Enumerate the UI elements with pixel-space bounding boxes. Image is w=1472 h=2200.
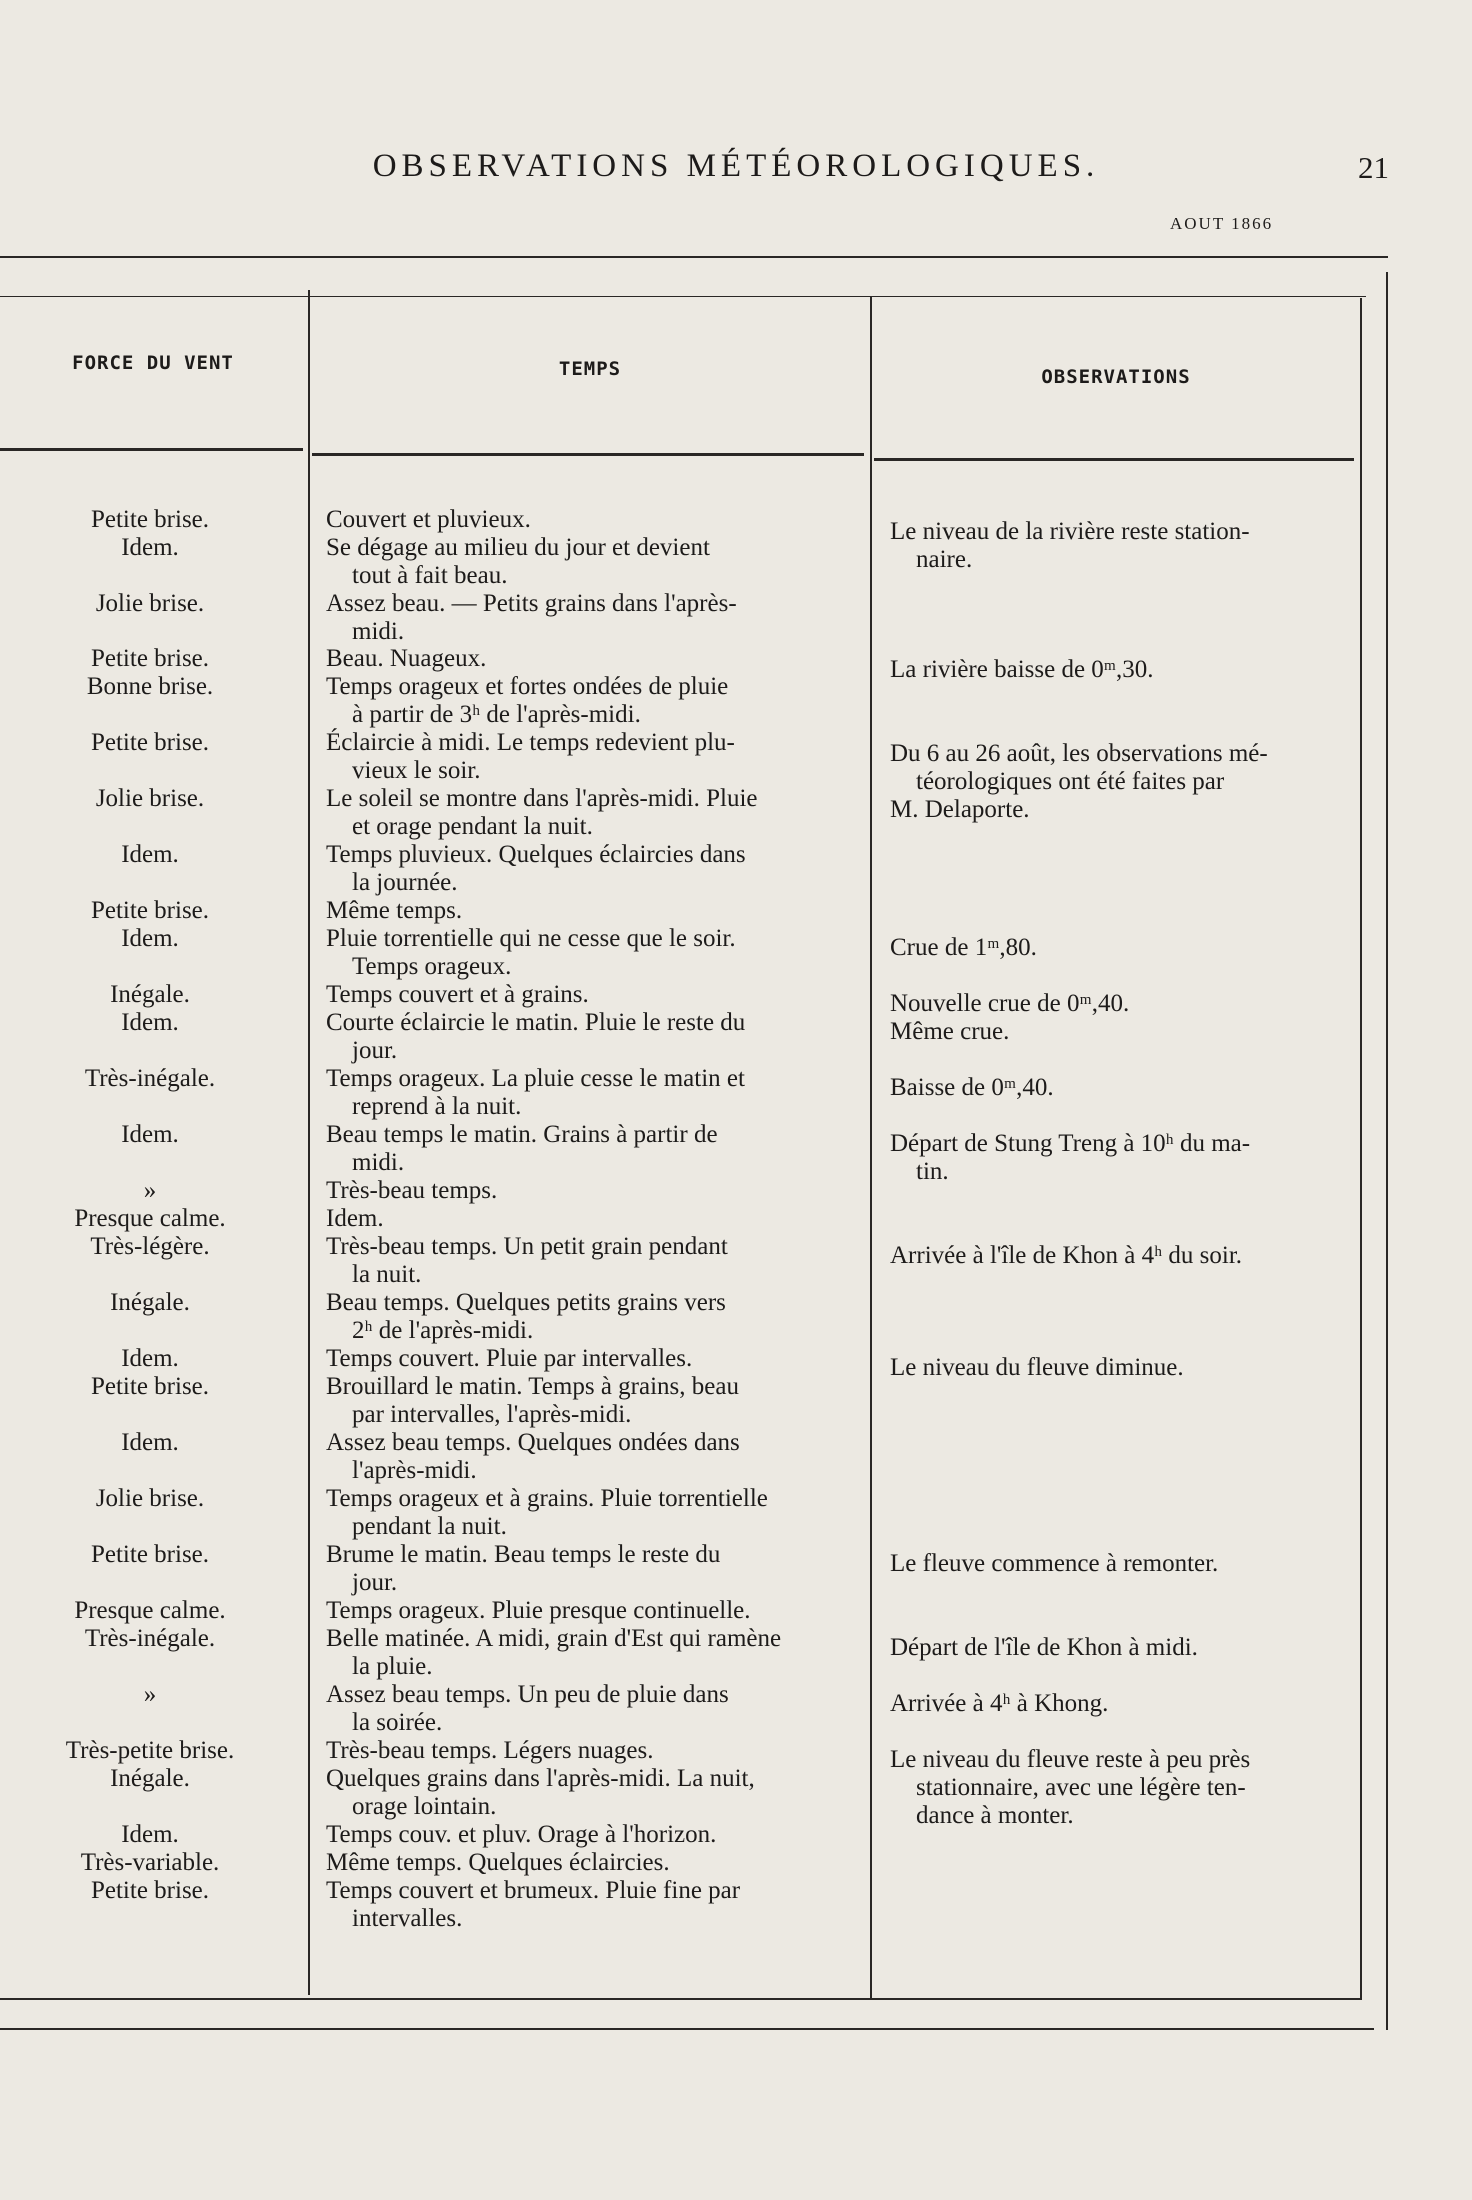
observation-cell: Crue de 1ᵐ,80. (890, 934, 1037, 961)
page-number: 21 (1358, 150, 1389, 185)
right-border-inner (1360, 298, 1362, 2000)
force-cell: Très-variable. (80, 1849, 220, 1876)
bottom-rule-outer (0, 2028, 1374, 2030)
force-cell: Inégale. (110, 1765, 190, 1792)
temps-cell: Beau temps. Quelques petits grains vers 2ʰ de l'après-midi. (326, 1289, 726, 1344)
temps-cell: Le soleil se montre dans l'après-midi. Pluie et orage pendant la nuit. (326, 785, 758, 840)
month-label: AOUT 1866 (1170, 214, 1274, 233)
observation-cell: Le niveau du fleuve reste à peu près stationnaire, avec une légère ten- dance à monter. (890, 1746, 1251, 1829)
temps-cell: Belle matinée. A midi, grain d'Est qui ramène la pluie. (326, 1625, 782, 1680)
header-rule-temps (312, 453, 864, 456)
force-cell: Très-inégale. (84, 1065, 216, 1092)
force-cell: Très-petite brise. (65, 1737, 235, 1764)
force-cell: Idem. (121, 534, 179, 561)
force-cell: Inégale. (110, 1289, 190, 1316)
force-cell: Petite brise. (90, 729, 210, 756)
force-cell: Petite brise. (90, 1541, 210, 1568)
force-cell: Très-légère. (90, 1233, 210, 1260)
observation-cell: Arrivée à l'île de Khon à 4ʰ du soir. (890, 1242, 1243, 1269)
force-cell: Idem. (121, 925, 179, 952)
temps-cell: Même temps. (326, 897, 463, 924)
temps-cell: Temps orageux et fortes ondées de pluie à partir de 3ʰ de l'après-midi. (326, 673, 729, 728)
force-cell: Bonne brise. (86, 673, 214, 700)
temps-cell: Courte éclaircie le matin. Pluie le reste du jour. (326, 1009, 746, 1064)
force-cell: Idem. (121, 841, 179, 868)
force-cell: Jolie brise. (95, 1485, 205, 1512)
temps-cell: Assez beau temps. Un peu de pluie dans la soirée. (326, 1681, 729, 1736)
force-cell: Jolie brise. (95, 590, 205, 617)
temps-cell: Assez beau. — Petits grains dans l'après- midi. (326, 590, 737, 645)
observation-cell: Nouvelle crue de 0ᵐ,40. (890, 990, 1130, 1017)
force-cell: Jolie brise. (95, 785, 205, 812)
temps-cell: Couvert et pluvieux. (326, 506, 531, 533)
header-rule-force (0, 448, 303, 451)
temps-cell: Beau temps le matin. Grains à partir de midi. (326, 1121, 718, 1176)
temps-cell: Même temps. Quelques éclaircies. (326, 1849, 670, 1876)
temps-cell: Brouillard le matin. Temps à grains, beau par intervalles, l'après-midi. (326, 1373, 739, 1428)
observation-cell: Baisse de 0ᵐ,40. (890, 1074, 1054, 1101)
force-cell: Inégale. (110, 981, 190, 1008)
column-header-observations: OBSERVATIONS (1041, 366, 1191, 388)
temps-cell: Temps orageux. La pluie cesse le matin et reprend à la nuit. (326, 1065, 745, 1120)
observation-cell: Arrivée à 4ʰ à Khong. (890, 1690, 1109, 1717)
bottom-rule (0, 1998, 1362, 2000)
temps-cell: Pluie torrentielle qui ne cesse que le soir. Temps orageux. (326, 925, 736, 980)
force-cell: Petite brise. (90, 1877, 210, 1904)
running-title: OBSERVATIONS MÉTÉOROLOGIQUES. (372, 148, 1100, 184)
observation-cell: La rivière baisse de 0ᵐ,30. (890, 656, 1154, 683)
header-rule-obs (874, 458, 1354, 461)
temps-cell: Temps couvert et brumeux. Pluie fine par intervalles. (326, 1877, 741, 1932)
column-divider-2 (870, 296, 872, 2000)
temps-cell: Idem. (326, 1205, 384, 1232)
temps-cell: Très-beau temps. (326, 1177, 498, 1204)
observation-cell: Du 6 au 26 août, les observations mé- téorologiques ont été faites par M. Delaporte. (890, 740, 1268, 823)
temps-cell: Très-beau temps. Un petit grain pendant la nuit. (326, 1233, 728, 1288)
force-cell: Idem. (121, 1345, 179, 1372)
temps-cell: Éclaircie à midi. Le temps redevient plu- vieux le soir. (326, 729, 735, 784)
force-cell: Idem. (121, 1821, 179, 1848)
right-border-outer (1386, 272, 1388, 2030)
temps-cell: Brume le matin. Beau temps le reste du jour. (326, 1541, 721, 1596)
observation-cell: Même crue. (890, 1018, 1010, 1045)
force-cell: » (143, 1681, 157, 1708)
temps-cell: Temps couv. et pluv. Orage à l'horizon. (326, 1821, 717, 1848)
column-header-force: FORCE DU VENT (72, 352, 234, 374)
force-cell: Idem. (121, 1009, 179, 1036)
temps-cell: Assez beau temps. Quelques ondées dans l'après-midi. (326, 1429, 740, 1484)
force-cell: Petite brise. (90, 897, 210, 924)
column-divider-1 (308, 290, 310, 1995)
temps-cell: Temps couvert. Pluie par intervalles. (326, 1345, 693, 1372)
observation-cell: Le niveau de la rivière reste station- naire. (890, 518, 1250, 573)
column-header-temps: TEMPS (558, 358, 622, 380)
temps-cell: Temps pluvieux. Quelques éclaircies dans la journée. (326, 841, 746, 896)
force-cell: » (143, 1177, 157, 1204)
force-cell: Petite brise. (90, 506, 210, 533)
force-cell: Presque calme. (74, 1597, 226, 1624)
temps-cell: Se dégage au milieu du jour et devient tout à fait beau. (326, 534, 710, 589)
force-cell: Idem. (121, 1429, 179, 1456)
temps-cell: Beau. Nuageux. (326, 645, 487, 672)
temps-cell: Quelques grains dans l'après-midi. La nuit, orage lointain. (326, 1765, 755, 1820)
temps-cell: Temps couvert et à grains. (326, 981, 589, 1008)
temps-cell: Temps orageux et à grains. Pluie torrentielle pendant la nuit. (326, 1485, 768, 1540)
observation-cell: Départ de Stung Treng à 10ʰ du ma- tin. (890, 1130, 1251, 1185)
force-cell: Très-inégale. (84, 1625, 216, 1652)
temps-cell: Temps orageux. Pluie presque continuelle. (326, 1597, 751, 1624)
force-cell: Petite brise. (90, 645, 210, 672)
force-cell: Petite brise. (90, 1373, 210, 1400)
observation-cell: Le fleuve commence à remonter. (890, 1550, 1219, 1577)
top-rule (0, 256, 1388, 258)
observation-cell: Le niveau du fleuve diminue. (890, 1354, 1184, 1381)
top-rule-inner (0, 296, 1366, 297)
temps-cell: Très-beau temps. Légers nuages. (326, 1737, 654, 1764)
observation-cell: Départ de l'île de Khon à midi. (890, 1634, 1198, 1661)
force-cell: Idem. (121, 1121, 179, 1148)
force-cell: Presque calme. (74, 1205, 226, 1232)
